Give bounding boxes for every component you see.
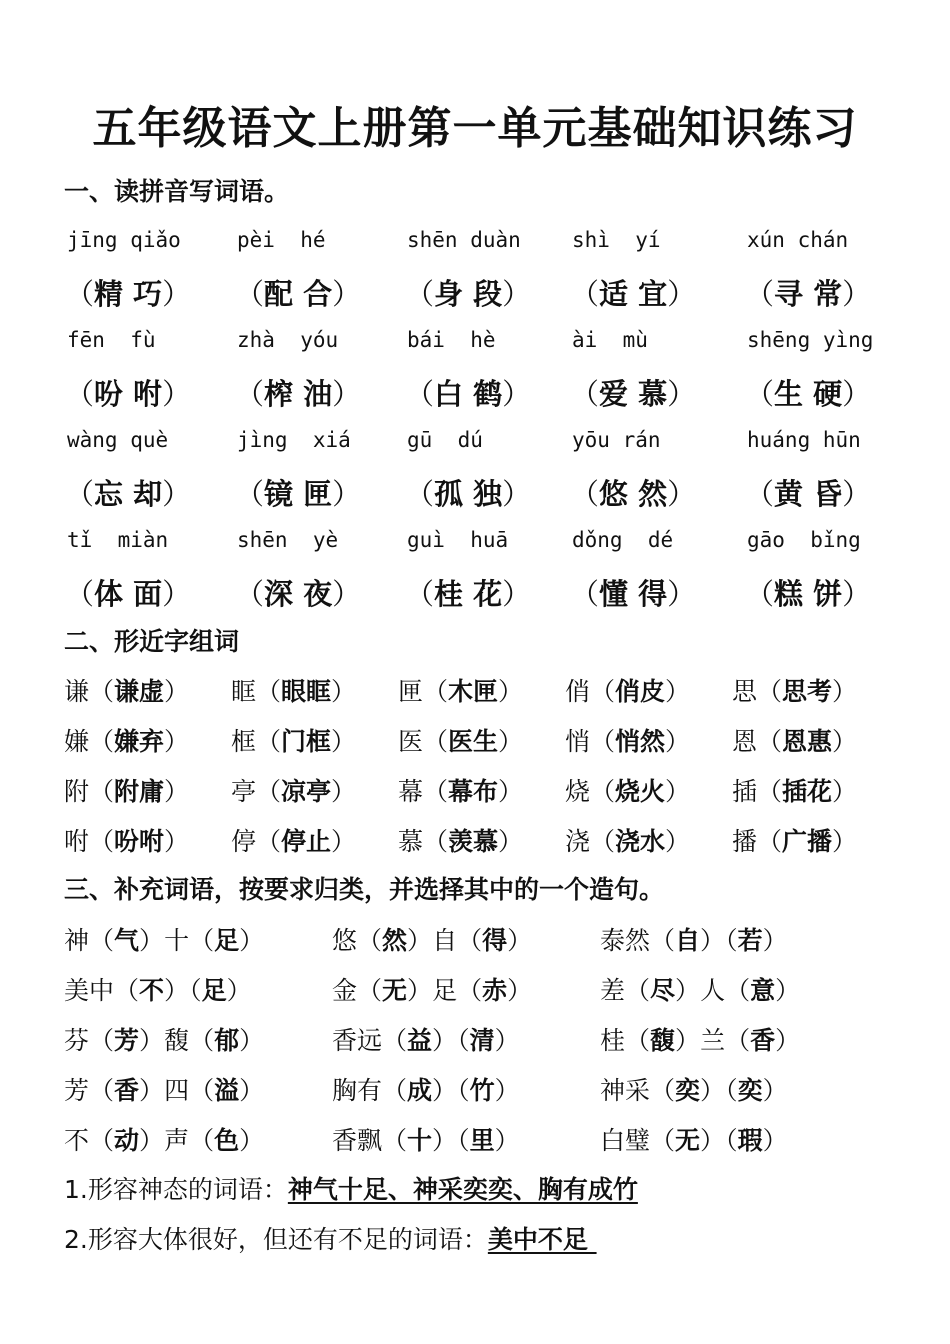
answer-cell: （精 巧）: [65, 277, 192, 311]
group-word: 悄然: [615, 727, 666, 756]
answer-cell: （配 合）: [235, 277, 362, 311]
idiom-cell: 神（气）十（足）: [64, 926, 265, 955]
answer-cell: （生 硬）: [745, 377, 872, 411]
section1-heading: 一、读拼音写词语。: [64, 177, 290, 206]
idiom-fill: 不: [139, 976, 165, 1005]
base-character: 俏: [565, 677, 591, 706]
answer-cell: （寻 常）: [745, 277, 872, 311]
idiom-cell: 香远（益）（清）: [332, 1026, 520, 1055]
pinyin: tǐ miàn: [67, 528, 169, 552]
word-group-cell: 匣（木匣）: [398, 677, 524, 706]
pinyin: jìng xiá: [237, 428, 351, 452]
group-word: 思考: [782, 677, 833, 706]
answer-cell: （爱 慕）: [570, 377, 697, 411]
group-word: 插花: [782, 777, 833, 806]
answer-word: 身 段: [434, 277, 503, 311]
answer-word: 精 巧: [94, 277, 163, 311]
idiom-given: 足: [432, 976, 458, 1005]
word-group-cell: 恩（恩惠）: [732, 727, 858, 756]
pinyin: shì yí: [572, 228, 661, 252]
idiom-cell: 美中（不）（足）: [64, 976, 252, 1005]
answer-word: 吩 咐: [94, 377, 163, 411]
answer-cell: （体 面）: [65, 577, 192, 611]
pinyin: guì huā: [407, 528, 509, 552]
idiom-fill: 里: [469, 1126, 495, 1155]
group-word: 门框: [281, 727, 332, 756]
answer-cell: （悠 然）: [570, 477, 697, 511]
idiom-given: 泰然: [600, 926, 651, 955]
answer-cell: （深 夜）: [235, 577, 362, 611]
group-word: 附庸: [114, 777, 165, 806]
base-character: 框: [231, 727, 257, 756]
idiom-cell: 金（无）足（赤）: [332, 976, 533, 1005]
idiom-cell: 神采（奕）（奕）: [600, 1076, 788, 1105]
answer-cell: （镜 匣）: [235, 477, 362, 511]
base-character: 恩: [732, 727, 758, 756]
answer-word: 寻 常: [774, 277, 843, 311]
group-word: 眼眶: [281, 677, 332, 706]
answer-cell: （榨 油）: [235, 377, 362, 411]
base-character: 附: [64, 777, 90, 806]
answer-word: 适 宜: [599, 277, 668, 311]
idiom-fill: 成: [407, 1076, 433, 1105]
pinyin: fēn fù: [67, 328, 156, 352]
word-group-cell: 播（广播）: [732, 827, 858, 856]
idiom-fill: 足: [201, 976, 227, 1005]
pinyin: jīng qiǎo: [67, 228, 181, 252]
answer-cell: （忘 却）: [65, 477, 192, 511]
question-1: [64, 1170, 638, 1206]
question-1-answer: 神气十足、神采奕奕、胸有成竹: [287, 1175, 638, 1204]
word-group-cell: 慕（羡慕）: [398, 827, 524, 856]
idiom-given: 桂: [600, 1026, 626, 1055]
group-word: 广播: [782, 827, 833, 856]
base-character: 烧: [565, 777, 591, 806]
answer-cell: （懂 得）: [570, 577, 697, 611]
page-title: 五年级语文上册第一单元基础知识练习: [92, 103, 858, 154]
idiom-fill: 奕: [737, 1076, 763, 1105]
group-word: 俏皮: [615, 677, 666, 706]
question-1-label: 1.形容神态的词语：: [64, 1175, 288, 1204]
word-group-cell: 医（医生）: [398, 727, 524, 756]
idiom-fill: 竹: [469, 1076, 495, 1105]
group-word: 嫌弃: [114, 727, 165, 756]
idiom-given: 芬: [64, 1026, 90, 1055]
answer-word: 糕 饼: [774, 577, 843, 611]
idiom-fill: 芳: [114, 1026, 140, 1055]
idiom-cell: 差（尽）人（意）: [600, 976, 801, 1005]
base-character: 谦: [64, 677, 90, 706]
base-character: 浇: [565, 827, 591, 856]
question-2-label: 2.形容大体很好，但还有不足的词语：: [64, 1225, 488, 1254]
word-group-cell: 附（附庸）: [64, 777, 190, 806]
pinyin: shēn duàn: [407, 228, 521, 252]
idiom-fill: 气: [114, 926, 140, 955]
idiom-fill: 瑕: [737, 1126, 763, 1155]
answer-word: 黄 昏: [774, 477, 843, 511]
question-2: [64, 1220, 597, 1256]
word-group-cell: 悄（悄然）: [565, 727, 691, 756]
idiom-fill: 香: [114, 1076, 140, 1105]
answer-cell: （桂 花）: [405, 577, 532, 611]
idiom-cell: 不（动）声（色）: [64, 1126, 265, 1155]
pinyin: pèi hé: [237, 228, 326, 252]
idiom-given: 白璧: [600, 1126, 651, 1155]
group-word: 谦虚: [114, 677, 165, 706]
idiom-cell: 胸有（成）（竹）: [332, 1076, 520, 1105]
pinyin: bái hè: [407, 328, 496, 352]
section2-heading: 二、形近字组词: [64, 627, 240, 656]
word-group-cell: 烧（烧火）: [565, 777, 691, 806]
idiom-fill: 得: [482, 926, 508, 955]
word-group-cell: 思（思考）: [732, 677, 858, 706]
base-character: 匣: [398, 677, 424, 706]
answer-cell: （身 段）: [405, 277, 532, 311]
word-group-cell: 俏（俏皮）: [565, 677, 691, 706]
group-word: 恩惠: [782, 727, 833, 756]
word-group-cell: 咐（吩咐）: [64, 827, 190, 856]
idiom-cell: 芳（香）四（溢）: [64, 1076, 265, 1105]
idiom-given: 神: [64, 926, 90, 955]
idiom-fill: 奕: [675, 1076, 701, 1105]
pinyin: shēng yìng: [747, 328, 874, 352]
answer-cell: （白 鹤）: [405, 377, 532, 411]
base-character: 悄: [565, 727, 591, 756]
pinyin: gāo bǐng: [747, 528, 861, 552]
idiom-given: 芳: [64, 1076, 90, 1105]
idiom-fill: 然: [382, 926, 408, 955]
answer-word: 生 硬: [774, 377, 843, 411]
idiom-fill: 清: [469, 1026, 495, 1055]
base-character: 医: [398, 727, 424, 756]
idiom-fill: 郁: [214, 1026, 240, 1055]
word-group-cell: 谦（谦虚）: [64, 677, 190, 706]
pinyin: ài mù: [572, 328, 648, 352]
group-word: 停止: [281, 827, 332, 856]
idiom-given: 兰: [700, 1026, 726, 1055]
word-group-cell: 停（停止）: [231, 827, 357, 856]
idiom-fill: 馥: [650, 1026, 676, 1055]
idiom-cell: 泰然（自）（若）: [600, 926, 788, 955]
idiom-given: 香飘: [332, 1126, 383, 1155]
group-word: 幕布: [448, 777, 499, 806]
group-word: 羡慕: [448, 827, 499, 856]
idiom-fill: 赤: [482, 976, 508, 1005]
group-word: 凉亭: [281, 777, 332, 806]
answer-cell: （适 宜）: [570, 277, 697, 311]
idiom-given: 不: [64, 1126, 90, 1155]
answer-word: 爱 慕: [599, 377, 668, 411]
idiom-fill: 若: [737, 926, 763, 955]
answer-cell: （吩 咐）: [65, 377, 192, 411]
idiom-cell: 白璧（无）（瑕）: [600, 1126, 788, 1155]
word-group-cell: 亭（凉亭）: [231, 777, 357, 806]
idiom-fill: 十: [407, 1126, 433, 1155]
idiom-cell: 香飘（十）（里）: [332, 1126, 520, 1155]
answer-cell: （糕 饼）: [745, 577, 872, 611]
word-group-cell: 眶（眼眶）: [231, 677, 357, 706]
idiom-fill: 色: [214, 1126, 240, 1155]
word-group-cell: 框（门框）: [231, 727, 357, 756]
answer-word: 桂 花: [434, 577, 503, 611]
idiom-given: 自: [432, 926, 458, 955]
base-character: 亭: [231, 777, 257, 806]
idiom-given: 差: [600, 976, 626, 1005]
answer-word: 配 合: [264, 277, 333, 311]
idiom-fill: 香: [750, 1026, 776, 1055]
answer-word: 镜 匣: [264, 477, 333, 511]
group-word: 木匣: [448, 677, 499, 706]
idiom-fill: 尽: [650, 976, 676, 1005]
answer-word: 榨 油: [264, 377, 333, 411]
idiom-given: 美中: [64, 976, 115, 1005]
pinyin: huáng hūn: [747, 428, 861, 452]
group-word: 医生: [448, 727, 499, 756]
idiom-fill: 动: [114, 1126, 140, 1155]
idiom-fill: 足: [214, 926, 240, 955]
pinyin: wàng què: [67, 428, 169, 452]
answer-word: 孤 独: [434, 477, 503, 511]
idiom-given: 金: [332, 976, 358, 1005]
idiom-fill: 无: [675, 1126, 701, 1155]
idiom-given: 胸有: [332, 1076, 383, 1105]
base-character: 播: [732, 827, 758, 856]
base-character: 插: [732, 777, 758, 806]
group-word: 浇水: [615, 827, 666, 856]
idiom-given: 香远: [332, 1026, 383, 1055]
idiom-cell: 悠（然）自（得）: [332, 926, 533, 955]
pinyin: xún chán: [747, 228, 849, 252]
pinyin: yōu rán: [572, 428, 661, 452]
idiom-given: 声: [164, 1126, 190, 1155]
idiom-fill: 自: [675, 926, 701, 955]
pinyin: shēn yè: [237, 528, 339, 552]
answer-word: 深 夜: [264, 577, 333, 611]
idiom-cell: 芬（芳）馥（郁）: [64, 1026, 265, 1055]
answer-word: 懂 得: [599, 577, 668, 611]
section3-heading: 三、补充词语，按要求归类，并选择其中的一个造句。: [64, 875, 665, 904]
pinyin: zhà yóu: [237, 328, 339, 352]
answer-cell: （孤 独）: [405, 477, 532, 511]
base-character: 咐: [64, 827, 90, 856]
word-group-cell: 幕（幕布）: [398, 777, 524, 806]
answer-word: 悠 然: [599, 477, 668, 511]
base-character: 慕: [398, 827, 424, 856]
word-group-cell: 浇（浇水）: [565, 827, 691, 856]
idiom-fill: 无: [382, 976, 408, 1005]
answer-word: 忘 却: [94, 477, 163, 511]
idiom-cell: 桂（馥）兰（香）: [600, 1026, 801, 1055]
base-character: 幕: [398, 777, 424, 806]
idiom-given: 馥: [164, 1026, 190, 1055]
idiom-given: 十: [164, 926, 190, 955]
answer-word: 白 鹤: [434, 377, 503, 411]
idiom-fill: 益: [407, 1026, 433, 1055]
group-word: 吩咐: [114, 827, 165, 856]
word-group-cell: 插（插花）: [732, 777, 858, 806]
idiom-given: 四: [164, 1076, 190, 1105]
word-group-cell: 嫌（嫌弃）: [64, 727, 190, 756]
pinyin: dǒng dé: [572, 528, 674, 552]
idiom-given: 悠: [332, 926, 358, 955]
idiom-given: 人: [700, 976, 726, 1005]
pinyin: gū dú: [407, 428, 483, 452]
answer-word: 体 面: [94, 577, 163, 611]
base-character: 停: [231, 827, 257, 856]
base-character: 思: [732, 677, 758, 706]
idiom-fill: 溢: [214, 1076, 240, 1105]
group-word: 烧火: [615, 777, 666, 806]
idiom-fill: 意: [750, 976, 776, 1005]
base-character: 嫌: [64, 727, 90, 756]
idiom-given: 神采: [600, 1076, 651, 1105]
answer-cell: （黄 昏）: [745, 477, 872, 511]
question-2-answer: 美中不足: [487, 1225, 597, 1254]
base-character: 眶: [231, 677, 257, 706]
